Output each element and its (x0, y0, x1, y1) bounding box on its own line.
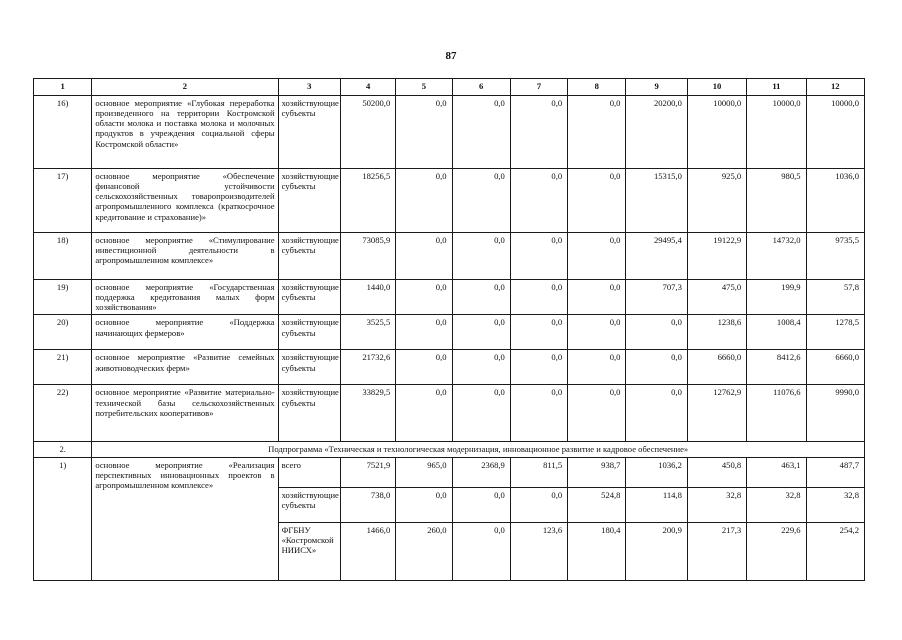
executor-cell: хозяйствующие субъекты (278, 385, 340, 442)
event-name-cell: основное мероприятие «Обеспечение финансовой устойчивости сельскохозяйственных товаропроизводителей агропромышленного комплекса (краткосрочное кредитование и страхование)» (92, 169, 278, 233)
row-number-cell: 22) (34, 385, 92, 442)
header-cell: 12 (806, 79, 864, 96)
row-number-cell: 21) (34, 350, 92, 385)
value-cell: 0,0 (396, 385, 452, 442)
value-cell: 463,1 (747, 457, 806, 487)
value-cell: 18256,5 (341, 169, 396, 233)
value-cell: 57,8 (806, 280, 864, 315)
value-cell: 217,3 (687, 522, 746, 580)
value-cell: 0,0 (452, 280, 510, 315)
value-cell: 0,0 (396, 233, 452, 280)
value-cell: 1440,0 (341, 280, 396, 315)
executor-cell: хозяйствующие субъекты (278, 280, 340, 315)
value-cell: 200,9 (626, 522, 687, 580)
executor-cell: ФГБНУ «Костромской НИИСХ» (278, 522, 340, 580)
table-row (34, 350, 865, 385)
row-number-cell: 19) (34, 280, 92, 315)
value-cell: 1278,5 (806, 315, 864, 350)
executor-cell: хозяйствующие субъекты (278, 96, 340, 169)
value-cell: 0,0 (568, 385, 626, 442)
value-cell: 32,8 (687, 487, 746, 522)
header-cell: 8 (568, 79, 626, 96)
value-cell: 0,0 (396, 350, 452, 385)
table-row (34, 385, 865, 442)
value-cell: 0,0 (510, 315, 567, 350)
value-cell: 260,0 (396, 522, 452, 580)
header-cell: 7 (510, 79, 567, 96)
table-row (34, 169, 865, 233)
header-cell: 11 (747, 79, 806, 96)
value-cell: 0,0 (396, 96, 452, 169)
row-number-cell: 16) (34, 96, 92, 169)
value-cell: 73085,9 (341, 233, 396, 280)
value-cell: 925,0 (687, 169, 746, 233)
value-cell: 450,8 (687, 457, 746, 487)
value-cell: 0,0 (568, 96, 626, 169)
value-cell: 0,0 (396, 315, 452, 350)
event-name-cell: основное мероприятие «Развитие семейных животноводческих ферм» (92, 350, 278, 385)
value-cell: 199,9 (747, 280, 806, 315)
value-cell: 0,0 (396, 169, 452, 233)
value-cell: 0,0 (396, 280, 452, 315)
value-cell: 10000,0 (687, 96, 746, 169)
value-cell: 811,5 (510, 457, 567, 487)
value-cell: 1008,4 (747, 315, 806, 350)
value-cell: 0,0 (510, 385, 567, 442)
header-cell: 1 (34, 79, 92, 96)
value-cell: 180,4 (568, 522, 626, 580)
value-cell: 0,0 (452, 233, 510, 280)
value-cell: 0,0 (452, 315, 510, 350)
value-cell: 1036,2 (626, 457, 687, 487)
table-row (34, 315, 865, 350)
page-number: 87 (445, 50, 457, 62)
value-cell: 10000,0 (747, 96, 806, 169)
value-cell: 0,0 (568, 350, 626, 385)
header-row (34, 79, 865, 96)
value-cell: 0,0 (452, 385, 510, 442)
value-cell: 3525,5 (341, 315, 396, 350)
row-number-cell: 18) (34, 233, 92, 280)
row-number-cell: 20) (34, 315, 92, 350)
executor-cell: хозяйствующие субъекты (278, 350, 340, 385)
header-cell: 2 (92, 79, 278, 96)
value-cell: 10000,0 (806, 96, 864, 169)
value-cell: 738,0 (341, 487, 396, 522)
value-cell: 1036,0 (806, 169, 864, 233)
subprogram-title-cell: Подпрограмма «Техническая и технологическая модернизация, инновационное развитие и кадровое обеспечение» (92, 442, 865, 457)
value-cell: 12762,9 (687, 385, 746, 442)
value-cell: 524,8 (568, 487, 626, 522)
value-cell: 965,0 (396, 457, 452, 487)
executor-cell: всего (278, 457, 340, 487)
value-cell: 254,2 (806, 522, 864, 580)
value-cell: 0,0 (626, 315, 687, 350)
table-row (34, 280, 865, 315)
header-cell: 4 (341, 79, 396, 96)
value-cell: 0,0 (510, 233, 567, 280)
value-cell: 114,8 (626, 487, 687, 522)
value-cell: 9990,0 (806, 385, 864, 442)
header-cell: 5 (396, 79, 452, 96)
value-cell: 9735,5 (806, 233, 864, 280)
value-cell: 0,0 (396, 487, 452, 522)
value-cell: 0,0 (568, 233, 626, 280)
value-cell: 0,0 (568, 280, 626, 315)
value-cell: 0,0 (568, 169, 626, 233)
subprogram-row (34, 442, 865, 457)
event-name-cell: основное мероприятие «Реализация перспективных инновационных проектов в агропромышленном комплексе» (92, 457, 278, 580)
executor-cell: хозяйствующие субъекты (278, 233, 340, 280)
value-cell: 1466,0 (341, 522, 396, 580)
value-cell: 0,0 (510, 96, 567, 169)
table-row (34, 233, 865, 280)
value-cell: 487,7 (806, 457, 864, 487)
value-cell: 0,0 (452, 96, 510, 169)
value-cell: 0,0 (510, 280, 567, 315)
program-table (33, 78, 865, 581)
value-cell: 8412,6 (747, 350, 806, 385)
value-cell: 14732,0 (747, 233, 806, 280)
value-cell: 980,5 (747, 169, 806, 233)
value-cell: 11076,6 (747, 385, 806, 442)
value-cell: 0,0 (452, 169, 510, 233)
row-number-cell: 1) (34, 457, 92, 580)
value-cell: 0,0 (568, 315, 626, 350)
table-row (34, 96, 865, 169)
value-cell: 20200,0 (626, 96, 687, 169)
value-cell: 0,0 (452, 522, 510, 580)
value-cell: 123,6 (510, 522, 567, 580)
value-cell: 32,8 (806, 487, 864, 522)
value-cell: 33829,5 (341, 385, 396, 442)
value-cell: 475,0 (687, 280, 746, 315)
event-name-cell: основное мероприятие «Развитие материально-технической базы сельскохозяйственных потребительских кооперативов» (92, 385, 278, 442)
value-cell: 1238,6 (687, 315, 746, 350)
value-cell: 0,0 (452, 350, 510, 385)
value-cell: 229,6 (747, 522, 806, 580)
event-name-cell: основное мероприятие «Поддержка начинающих фермеров» (92, 315, 278, 350)
value-cell: 21732,6 (341, 350, 396, 385)
value-cell: 7521,9 (341, 457, 396, 487)
subprogram-number-cell: 2. (34, 442, 92, 457)
value-cell: 19122,9 (687, 233, 746, 280)
table-row (34, 457, 865, 487)
header-cell: 9 (626, 79, 687, 96)
value-cell: 0,0 (510, 487, 567, 522)
value-cell: 15315,0 (626, 169, 687, 233)
value-cell: 6660,0 (806, 350, 864, 385)
row-number-cell: 17) (34, 169, 92, 233)
value-cell: 938,7 (568, 457, 626, 487)
value-cell: 2368,9 (452, 457, 510, 487)
header-cell: 6 (452, 79, 510, 96)
value-cell: 0,0 (626, 385, 687, 442)
value-cell: 50200,0 (341, 96, 396, 169)
value-cell: 6660,0 (687, 350, 746, 385)
value-cell: 707,3 (626, 280, 687, 315)
event-name-cell: основное мероприятие «Глубокая переработка произведенного на территории Костромской области молока и поставка молока и молочных продуктов в учреждения социальной сферы Костромской области» (92, 96, 278, 169)
executor-cell: хозяйствующие субъекты (278, 315, 340, 350)
event-name-cell: основное мероприятие «Государственная поддержка кредитования малых форм хозяйствования» (92, 280, 278, 315)
header-cell: 10 (687, 79, 746, 96)
event-name-cell: основное мероприятие «Стимулирование инвестиционной деятельности в агропромышленном комплексе» (92, 233, 278, 280)
executor-cell: хозяйствующие субъекты (278, 487, 340, 522)
value-cell: 29495,4 (626, 233, 687, 280)
value-cell: 0,0 (510, 350, 567, 385)
value-cell: 0,0 (626, 350, 687, 385)
value-cell: 0,0 (452, 487, 510, 522)
value-cell: 0,0 (510, 169, 567, 233)
value-cell: 32,8 (747, 487, 806, 522)
executor-cell: хозяйствующие субъекты (278, 169, 340, 233)
header-cell: 3 (278, 79, 340, 96)
